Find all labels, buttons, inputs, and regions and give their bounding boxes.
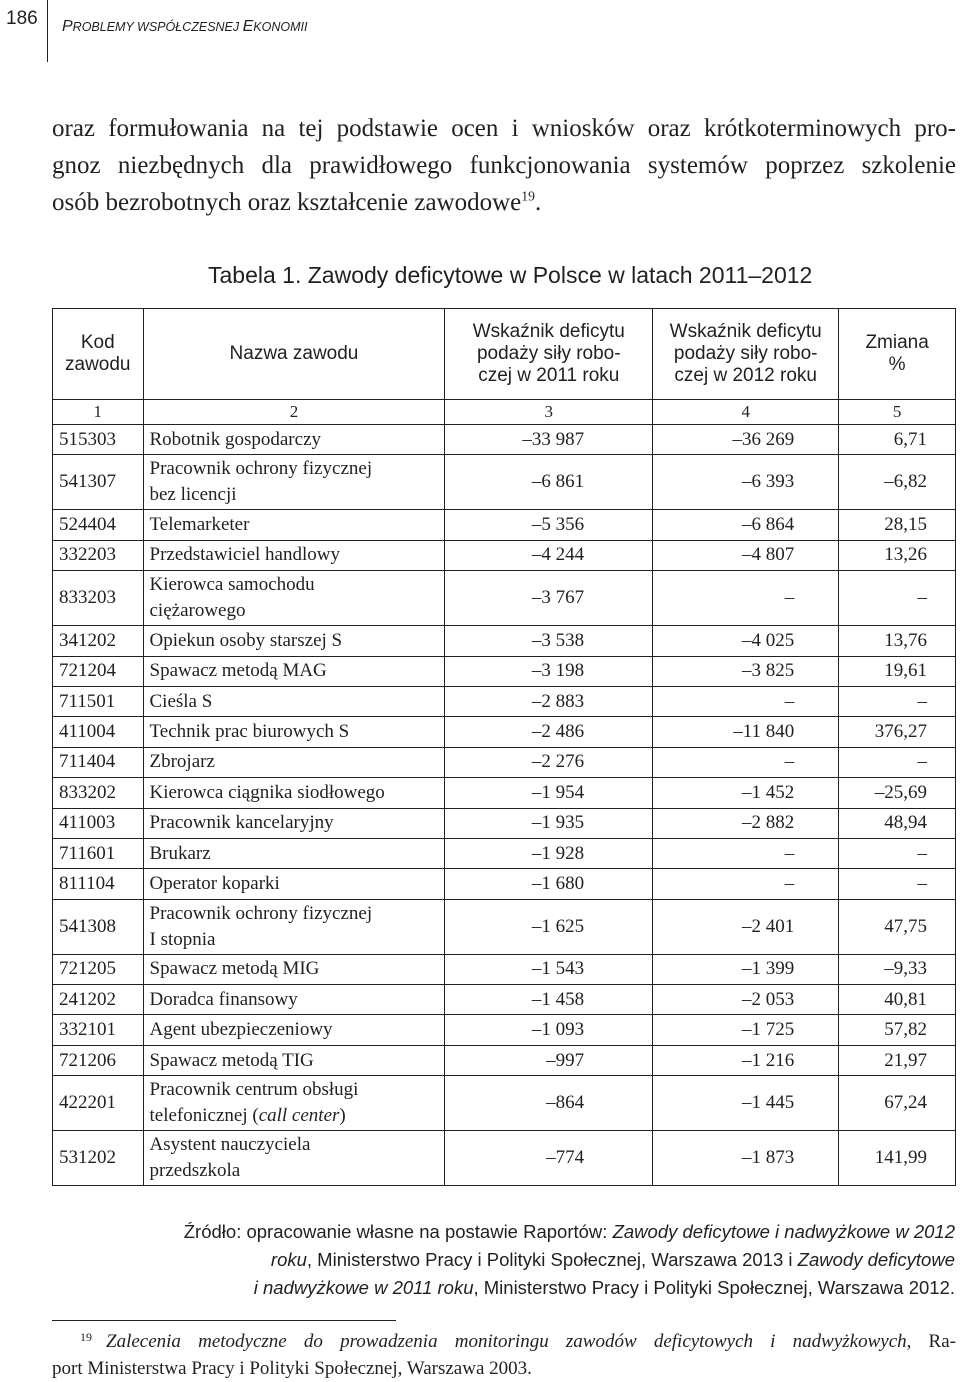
change-percent: –6,82: [839, 455, 956, 510]
change-percent: –: [839, 686, 956, 716]
change-percent: 19,61: [839, 656, 956, 686]
deficit-index-2011: –3 538: [445, 626, 653, 656]
table-row: [53, 985, 956, 1015]
change-percent: 40,81: [839, 985, 956, 1015]
occupation-name: Spawacz metodą TIG: [143, 1045, 445, 1075]
table-row: [53, 1131, 956, 1186]
change-percent: 47,75: [839, 899, 956, 954]
deficit-index-2011: –33 987: [445, 425, 653, 455]
occupation-name: Pracownik kancelaryjny: [143, 808, 445, 838]
change-percent: 21,97: [839, 1045, 956, 1075]
occupation-name: Pracownik ochrony fizycznej I stopnia: [143, 899, 445, 954]
change-percent: 13,26: [839, 540, 956, 570]
table-row: [53, 954, 956, 984]
occupation-name: Asystent nauczyciela przedszkola: [143, 1131, 445, 1186]
table-row: [53, 626, 956, 656]
occupation-code: 811104: [53, 869, 144, 899]
occupation-code: 541307: [53, 455, 144, 510]
table-row: [53, 869, 956, 899]
deficit-index-2012: –36 269: [653, 425, 839, 455]
occupation-code: 524404: [53, 510, 144, 540]
table-row: [53, 510, 956, 540]
deficit-index-2011: –3 767: [445, 571, 653, 626]
occupation-name: Robotnik gospodarczy: [143, 425, 445, 455]
deficit-index-2012: –1 399: [653, 954, 839, 984]
paragraph-line: gnoz niezbędnych dla prawidłowego funkcjonowania systemów poprzez szkolenie: [52, 152, 956, 179]
occupation-code: 711601: [53, 838, 144, 868]
deficit-index-2012: –2 053: [653, 985, 839, 1015]
deficit-index-2012: –4 807: [653, 540, 839, 570]
header-name: Nazwa zawodu: [143, 309, 445, 400]
intro-paragraph: [52, 110, 956, 221]
deficit-index-2011: –2 486: [445, 717, 653, 747]
deficit-index-2012: –1 216: [653, 1045, 839, 1075]
table-row: [53, 656, 956, 686]
header-index-2012: Wskaźnik deficytu podaży siły robo- czej w 2012 roku: [653, 309, 839, 400]
deficit-index-2012: –2 882: [653, 808, 839, 838]
deficit-index-2012: –6 864: [653, 510, 839, 540]
footnote-mark: 19: [80, 1330, 92, 1344]
deficit-index-2012: –4 025: [653, 626, 839, 656]
occupation-name: Zbrojarz: [143, 747, 445, 777]
column-number: 4: [653, 400, 839, 425]
occupation-name: Opiekun osoby starszej S: [143, 626, 445, 656]
footnote-reference: 19: [521, 188, 536, 204]
deficit-index-2011: –774: [445, 1131, 653, 1186]
occupation-code: 531202: [53, 1131, 144, 1186]
deficit-index-2012: –3 825: [653, 656, 839, 686]
data-table: [52, 308, 956, 1186]
change-percent: –: [839, 869, 956, 899]
table-row: [53, 571, 956, 626]
occupation-name: Brukarz: [143, 838, 445, 868]
occupation-name: Doradca finansowy: [143, 985, 445, 1015]
occupation-name: Kierowca samochodu ciężarowego: [143, 571, 445, 626]
change-percent: –: [839, 747, 956, 777]
change-percent: 28,15: [839, 510, 956, 540]
table-row: [53, 425, 956, 455]
deficit-index-2011: –5 356: [445, 510, 653, 540]
header-change: Zmiana %: [839, 309, 956, 400]
deficit-index-2012: –11 840: [653, 717, 839, 747]
deficit-index-2012: –1 725: [653, 1015, 839, 1045]
occupation-code: 833203: [53, 571, 144, 626]
change-percent: –: [839, 571, 956, 626]
change-percent: –: [839, 838, 956, 868]
deficit-index-2011: –1 935: [445, 808, 653, 838]
occupation-name: Pracownik centrum obsługi telefonicznej (call center): [143, 1076, 445, 1131]
occupation-code: 711404: [53, 747, 144, 777]
deficit-index-2012: –1 873: [653, 1131, 839, 1186]
table-row: [53, 1076, 956, 1131]
table-header-row: [53, 309, 956, 400]
page-number: 186: [0, 0, 48, 62]
deficit-index-2011: –1 543: [445, 954, 653, 984]
occupation-code: 711501: [53, 686, 144, 716]
table-row: [53, 455, 956, 510]
occupation-code: 833202: [53, 778, 144, 808]
column-number: 3: [445, 400, 653, 425]
deficit-index-2011: –2 883: [445, 686, 653, 716]
occupation-code: 341202: [53, 626, 144, 656]
occupation-code: 422201: [53, 1076, 144, 1131]
running-title: PROBLEMY WSPÓŁCZESNEJ EKONOMII: [62, 18, 308, 35]
deficit-index-2011: –1 458: [445, 985, 653, 1015]
deficit-index-2012: –: [653, 571, 839, 626]
header-code: Kod zawodu: [53, 309, 144, 400]
change-percent: 57,82: [839, 1015, 956, 1045]
table-caption: Tabela 1. Zawody deficytowe w Polsce w latach 2011–2012: [208, 262, 813, 288]
occupation-name: Kierowca ciągnika siodłowego: [143, 778, 445, 808]
deficit-index-2012: –2 401: [653, 899, 839, 954]
column-number: 2: [143, 400, 445, 425]
change-percent: 67,24: [839, 1076, 956, 1131]
occupation-code: 515303: [53, 425, 144, 455]
table-row: [53, 838, 956, 868]
table-row: [53, 1015, 956, 1045]
occupation-code: 241202: [53, 985, 144, 1015]
deficit-index-2011: –1 625: [445, 899, 653, 954]
occupation-code: 411004: [53, 717, 144, 747]
deficit-index-2012: –6 393: [653, 455, 839, 510]
occupation-code: 721205: [53, 954, 144, 984]
column-number: 1: [53, 400, 144, 425]
deficit-index-2012: –: [653, 838, 839, 868]
deficit-index-2012: –: [653, 747, 839, 777]
deficit-index-2012: –1 452: [653, 778, 839, 808]
change-percent: 141,99: [839, 1131, 956, 1186]
deficit-index-2012: –1 445: [653, 1076, 839, 1131]
occupation-name: Spawacz metodą MAG: [143, 656, 445, 686]
source-note: Źródło: opracowanie własne na postawie Raportów: Zawody deficytowe i nadwyżkowe w 2012 roku, Ministerstwo Pracy i Polityki Społecznej, Warszawa 2013 i Zawody deficytowe i nadwyżkowe w 2011 roku, Ministerstwo Pracy i Polityki Społecznej, Warszawa 2012.: [183, 1221, 955, 1298]
occupation-name: Agent ubezpieczeniowy: [143, 1015, 445, 1045]
occupation-code: 332203: [53, 540, 144, 570]
deficit-index-2012: –: [653, 686, 839, 716]
table-row: [53, 778, 956, 808]
occupation-code: 411003: [53, 808, 144, 838]
change-percent: 48,94: [839, 808, 956, 838]
occupation-name: Technik prac biurowych S: [143, 717, 445, 747]
table-row: [53, 747, 956, 777]
occupation-name: Cieśla S: [143, 686, 445, 716]
footnote-divider: [52, 1320, 396, 1321]
occupation-code: 332101: [53, 1015, 144, 1045]
occupation-name: Operator koparki: [143, 869, 445, 899]
column-number-row: [53, 400, 956, 425]
table-row: [53, 1045, 956, 1075]
deficit-index-2011: –3 198: [445, 656, 653, 686]
deficit-index-2011: –864: [445, 1076, 653, 1131]
deficit-index-2011: –1 093: [445, 1015, 653, 1045]
occupation-name: Pracownik ochrony fizycznej bez licencji: [143, 455, 445, 510]
occupation-code: 721204: [53, 656, 144, 686]
occupation-name: Telemarketer: [143, 510, 445, 540]
change-percent: –25,69: [839, 778, 956, 808]
table-row: [53, 899, 956, 954]
occupation-name: Spawacz metodą MIG: [143, 954, 445, 984]
occupation-code: 721206: [53, 1045, 144, 1075]
deficit-index-2011: –1 928: [445, 838, 653, 868]
deficit-index-2011: –6 861: [445, 455, 653, 510]
deficit-index-2011: –4 244: [445, 540, 653, 570]
deficit-index-2011: –1 954: [445, 778, 653, 808]
table-row: [53, 717, 956, 747]
table-row: [53, 540, 956, 570]
table-row: [53, 686, 956, 716]
occupation-code: 541308: [53, 899, 144, 954]
deficit-index-2011: –2 276: [445, 747, 653, 777]
footnote: $^{19}$ Zalecenia metodyczne do prowadzenia monitoringu zawodów deficytowych i nadwyżkowych, Ra- port Ministerstwa Pracy i Polityki Społecznej, Warszawa 2003.: [52, 1330, 956, 1379]
table-row: [53, 808, 956, 838]
column-number: 5: [839, 400, 956, 425]
change-percent: 376,27: [839, 717, 956, 747]
occupation-name: Przedstawiciel handlowy: [143, 540, 445, 570]
change-percent: 6,71: [839, 425, 956, 455]
deficit-index-2012: –: [653, 869, 839, 899]
paragraph-line: oraz formułowania na tej podstawie ocen i wniosków oraz krótkoterminowych pro-: [52, 115, 956, 142]
header-index-2011: Wskaźnik deficytu podaży siły robo- czej w 2011 roku: [445, 309, 653, 400]
deficit-index-2011: –1 680: [445, 869, 653, 899]
deficit-index-2011: –997: [445, 1045, 653, 1075]
change-percent: –9,33: [839, 954, 956, 984]
change-percent: 13,76: [839, 626, 956, 656]
paragraph-line: osób bezrobotnych oraz kształcenie zawodowe$^{19}$.: [52, 188, 542, 216]
